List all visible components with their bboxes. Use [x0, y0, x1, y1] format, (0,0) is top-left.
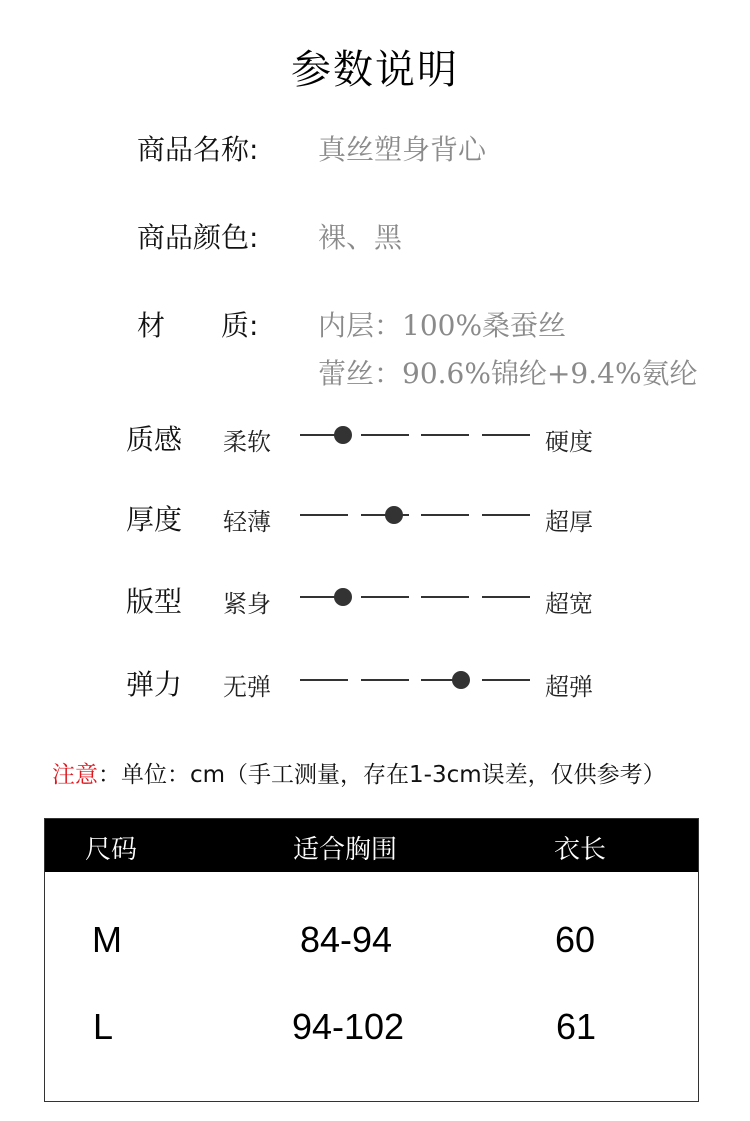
header-size: 尺码 — [84, 835, 138, 865]
cell-bust-l: 94-102 — [291, 1006, 405, 1047]
scale-segment — [421, 514, 469, 516]
attr-label-material: 材 质: — [137, 309, 259, 342]
scale-row — [0, 655, 750, 705]
attr-row-color — [0, 216, 750, 266]
scale-segment — [361, 434, 409, 436]
note-prefix: 注意 — [52, 762, 98, 788]
scale-segment — [361, 596, 409, 598]
cell-size-l: L — [92, 1006, 114, 1047]
scale-marker — [385, 506, 403, 524]
header-bust: 适合胸围 — [292, 835, 398, 865]
scale-low-label: 无弹 — [223, 673, 271, 701]
scale-segment — [482, 434, 530, 436]
scale-segment — [482, 679, 530, 681]
scale-segment — [300, 514, 348, 516]
scale-marker — [334, 588, 352, 606]
scale-segment — [361, 679, 409, 681]
scale-row — [0, 490, 750, 540]
scale-low-label: 紧身 — [223, 590, 271, 618]
scale-row — [0, 572, 750, 622]
scale-marker — [452, 671, 470, 689]
scale-high-label: 超厚 — [545, 508, 593, 536]
scale-category: 弹力 — [126, 668, 183, 701]
attr-value-name: 真丝塑身背心 — [318, 133, 487, 166]
scale-category: 质感 — [126, 423, 183, 456]
scale-category: 厚度 — [126, 503, 183, 536]
scale-high-label: 硬度 — [545, 428, 593, 456]
cell-length-m: 60 — [554, 919, 596, 960]
cell-size-m: M — [92, 919, 122, 960]
scale-low-label: 柔软 — [223, 428, 271, 456]
scale-high-label: 超弹 — [545, 673, 593, 701]
scale-segment — [421, 596, 469, 598]
attr-label-color: 商品颜色: — [137, 221, 259, 254]
scale-marker — [334, 426, 352, 444]
cell-bust-m: 84-94 — [299, 919, 393, 960]
scale-segment — [421, 434, 469, 436]
attr-row-name — [0, 128, 750, 178]
scale-low-label: 轻薄 — [223, 508, 271, 536]
attr-row-material — [0, 304, 750, 394]
attr-label-name: 商品名称: — [137, 133, 259, 166]
scale-segment — [300, 679, 348, 681]
scale-category: 版型 — [126, 585, 183, 618]
page-title: 参数说明 — [291, 47, 459, 93]
measurement-note — [52, 756, 666, 789]
header-length: 衣长 — [553, 835, 607, 865]
scale-high-label: 超宽 — [545, 590, 593, 618]
attr-value-material-line1: 内层：100%桑蚕丝 — [318, 309, 567, 342]
attr-value-color: 裸、黑 — [318, 221, 403, 254]
scale-segment — [482, 514, 530, 516]
scale-row — [0, 410, 750, 460]
note-text: ：单位：cm（手工测量，存在1-3cm误差，仅供参考） — [98, 762, 666, 788]
size-table — [44, 818, 699, 1102]
size-table-header — [45, 819, 698, 872]
attr-value-material-line2: 蕾丝：90.6%锦纶+9.4%氨纶 — [318, 357, 698, 390]
scale-segment — [482, 596, 530, 598]
cell-length-l: 61 — [555, 1006, 597, 1047]
